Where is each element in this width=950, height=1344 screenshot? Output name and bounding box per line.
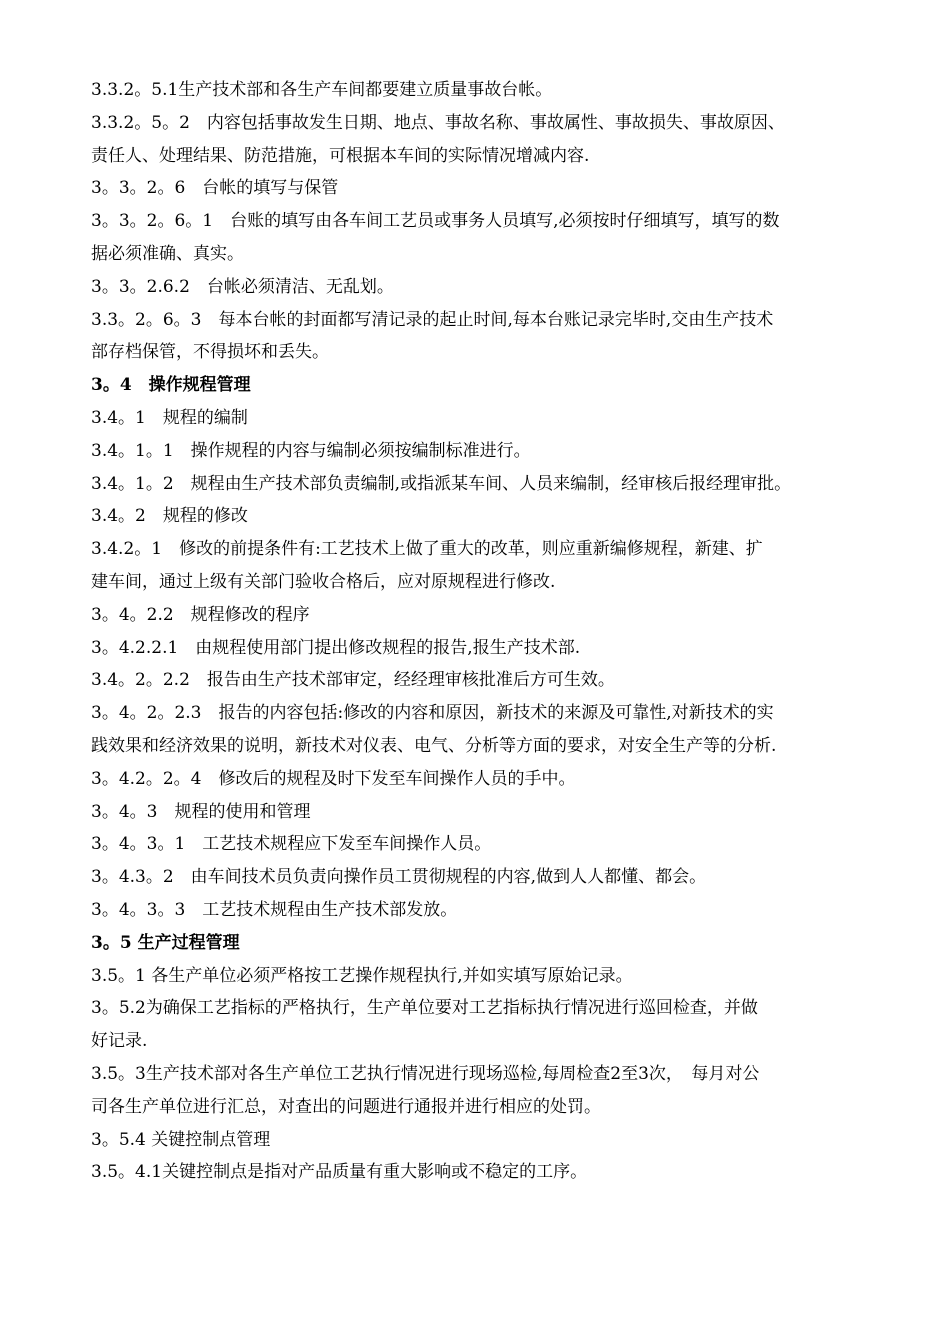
text-line: 3.5。3生产技术部对各生产单位工艺执行情况进行现场巡检,每周检查2至3次， 每月对公 — [91, 1063, 760, 1084]
text-line: 3。5.2为确保工艺指标的严格执行，生产单位要对工艺指标执行情况进行巡回检查，并做 — [91, 998, 758, 1019]
text-line: 据必须准确、真实。 — [91, 243, 244, 264]
text-line: 3.3。2。6。3 每本台帐的封面都写清记录的起止时间,每本台账记录完毕时,交由生产技术 — [91, 309, 774, 330]
text-line: 司各生产单位进行汇总，对查出的问题进行通报并进行相应的处罚。 — [91, 1096, 601, 1117]
text-line: 3.4。2。2.2 报告由生产技术部审定，经经理审核批准后方可生效。 — [91, 670, 615, 691]
text-line: 践效果和经济效果的说明，新技术对仪表、电气、分析等方面的要求，对安全生产等的分析. — [91, 735, 777, 756]
text-line: 3。3。2.6.2 台帐必须清洁、无乱划。 — [91, 276, 394, 297]
text-line: 部存档保管，不得损坏和丢失。 — [91, 342, 329, 363]
text-line: 3.3.2。5。2 内容包括事故发生日期、地点、事故名称、事故属性、事故损失、事故原因、 — [91, 112, 785, 133]
text-line: 建车间，通过上级有关部门验收合格后，应对原规程进行修改. — [91, 571, 556, 592]
text-line: 3。4.2。2。4 修改后的规程及时下发至车间操作人员的手中。 — [91, 768, 576, 789]
text-line: 3.4.2。1 修改的前提条件有:工艺技术上做了重大的改革，则应重新编修规程，新建、扩 — [91, 539, 763, 560]
text-line: 3.5。1 各生产单位必须严格按工艺操作规程执行,并如实填写原始记录。 — [91, 965, 633, 986]
text-line: 3.4。1。1 操作规程的内容与编制必须按编制标准进行。 — [91, 440, 531, 461]
document-page — [91, 74, 876, 1189]
text-line: 3。4.2.2.1 由规程使用部门提出修改规程的报告,报生产技术部. — [91, 637, 581, 658]
text-line: 3。3。2。6 台帐的填写与保管 — [91, 178, 339, 199]
text-line: 3.4。2 规程的修改 — [91, 506, 248, 527]
text-line: 3。4。3。3 工艺技术规程由生产技术部发放。 — [91, 899, 458, 920]
text-line: 3.5。4.1关键控制点是指对产品质量有重大影响或不稳定的工序。 — [91, 1162, 588, 1183]
section-heading: 3。5 生产过程管理 — [91, 932, 240, 953]
text-line: 3。5.4 关键控制点管理 — [91, 1129, 271, 1150]
text-line: 3.4。1 规程的编制 — [91, 407, 248, 428]
text-line: 3.3.2。5.1生产技术部和各生产车间都要建立质量事故台帐。 — [91, 80, 553, 100]
text-line: 3。4。2。2.3 报告的内容包括:修改的内容和原因，新技术的来源及可靠性,对新技术的实 — [91, 703, 774, 724]
text-line: 3.4。1。2 规程由生产技术部负责编制,或指派某车间、人员来编制，经审核后报经理审批。 — [91, 473, 792, 494]
text-line: 3。4.3。2 由车间技术员负责向操作员工贯彻规程的内容,做到人人都懂、都会。 — [91, 867, 707, 888]
text-line: 好记录. — [91, 1031, 148, 1052]
text-line: 3。4。3。1 工艺技术规程应下发至车间操作人员。 — [91, 834, 492, 855]
text-line: 3。4。3 规程的使用和管理 — [91, 801, 311, 822]
text-line: 3。3。2。6。1 台账的填写由各车间工艺员或事务人员填写,必须按时仔细填写，填写的数 — [91, 211, 780, 232]
section-heading: 3。4 操作规程管理 — [91, 375, 251, 396]
text-line: 责任人、处理结果、防范措施，可根据本车间的实际情况增减内容. — [91, 145, 590, 166]
text-line: 3。4。2.2 规程修改的程序 — [91, 604, 310, 625]
